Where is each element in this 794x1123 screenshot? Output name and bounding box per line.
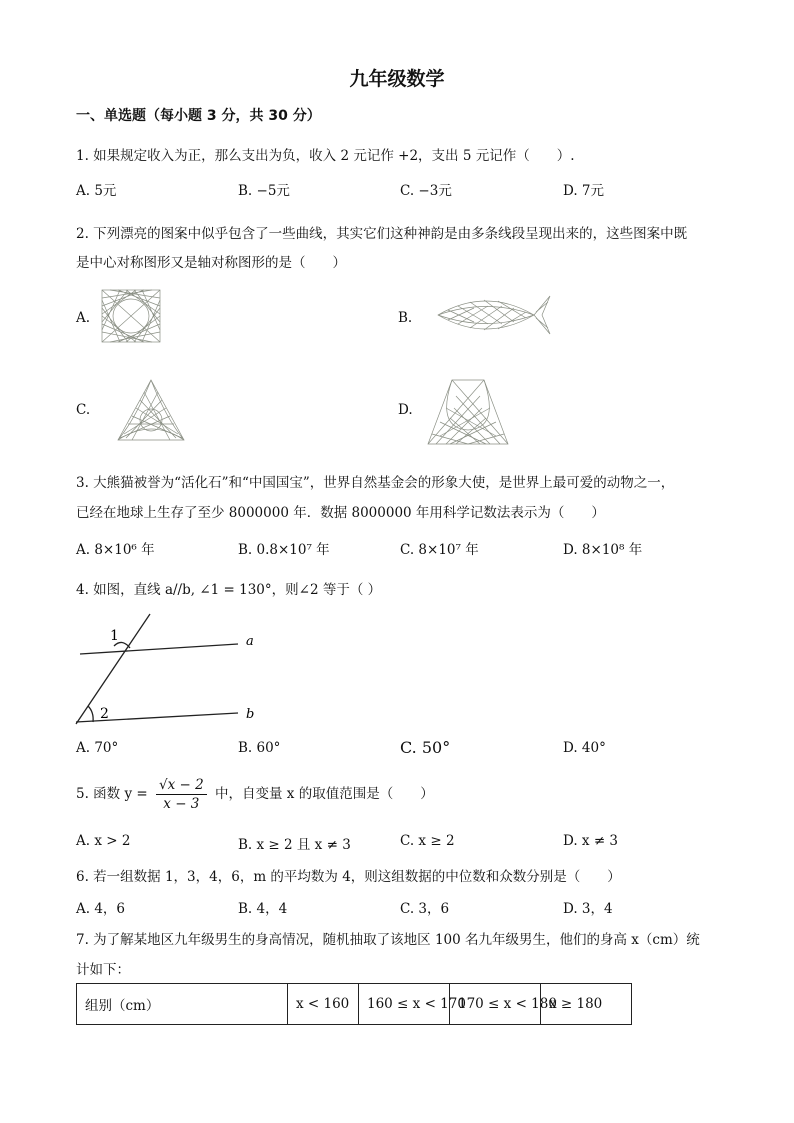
question-7-stem-line2: 计如下： <box>76 962 130 978</box>
question-2-stem-line1: 2. 下列漂亮的图案中似乎包含了一些曲线，其实它们这种神韵是由多条线段呈现出来的，这些图案中既 <box>76 226 688 242</box>
q5-option-d[interactable]: D. x ≠ 3 <box>563 833 619 849</box>
question-5-stem <box>76 776 434 813</box>
q4-option-a[interactable]: A. 70° <box>76 740 119 756</box>
line-a-label: a <box>246 634 254 649</box>
q1-option-d[interactable]: D. 7元 <box>563 183 605 199</box>
q6-option-c[interactable]: C. 3，6 <box>400 901 450 917</box>
question-3-stem-line2: 已经在地球上生存了至少 8000000 年．数据 8000000 年用科学记数法表示为（ ） <box>76 505 605 521</box>
table-header-cell: 170 ≤ x < 180 <box>450 984 541 1025</box>
q2-figure-c-triangle-pattern <box>116 378 186 442</box>
question-6-stem: 6. 若一组数据 1，3，4，6，m 的平均数为 4，则这组数据的中位数和众数分别是（ ） <box>76 869 621 885</box>
q5-option-a[interactable]: A. x > 2 <box>76 833 131 849</box>
q5-numerator: √x − 2 <box>156 776 207 795</box>
q4-option-c[interactable]: C. 50° <box>400 738 451 757</box>
q4-parallel-lines-figure <box>70 612 270 728</box>
q1-option-c[interactable]: C. −3元 <box>400 183 452 199</box>
question-1-stem: 1. 如果规定收入为正，那么支出为负，收入 2 元记作 +2，支出 5 元记作（ ）. <box>76 148 575 164</box>
q1-option-b[interactable]: B. −5元 <box>238 183 290 199</box>
q5-fraction <box>156 776 207 813</box>
q6-option-d[interactable]: D. 3，4 <box>563 901 613 917</box>
q6-option-b[interactable]: B. 4，4 <box>238 901 288 917</box>
q5-suffix: 中，自变量 x 的取值范围是（ ） <box>215 786 434 802</box>
q3-option-b[interactable]: B. 0.8×10⁷ 年 <box>238 542 330 558</box>
q4-option-b[interactable]: B. 60° <box>238 740 281 756</box>
q4-option-d[interactable]: D. 40° <box>563 740 606 756</box>
height-group-table <box>76 983 632 1025</box>
table-header-cell: x ≥ 180 <box>541 984 632 1025</box>
table-header-cell: 160 ≤ x < 170 <box>359 984 450 1025</box>
angle-2-arc <box>88 706 93 722</box>
line-a <box>80 644 238 654</box>
table-header-cell: x < 160 <box>288 984 359 1025</box>
q5-denominator: x − 3 <box>163 796 200 812</box>
q5-prefix: 5. 函数 y = <box>76 786 148 802</box>
q6-option-a[interactable]: A. 4，6 <box>76 901 126 917</box>
question-4-stem: 4. 如图，直线 a//b, ∠1 = 130°，则∠2 等于（ ） <box>76 582 382 598</box>
section-heading: 一、单选题（每小题 3 分，共 30 分） <box>76 108 321 124</box>
q2-option-b-label[interactable]: B. <box>398 310 413 326</box>
q3-option-a[interactable]: A. 8×10⁶ 年 <box>76 542 155 558</box>
question-7-stem-line1: 7. 为了解某地区九年级男生的身高情况，随机抽取了该地区 100 名九年级男生，他们的身高 x（cm）统 <box>76 932 700 948</box>
line-b-label: b <box>246 707 255 722</box>
page-title: 九年级数学 <box>349 68 445 90</box>
q3-option-d[interactable]: D. 8×10⁸ 年 <box>563 542 643 558</box>
question-2-stem-line2: 是中心对称图形又是轴对称图形的是（ ） <box>76 255 346 271</box>
q2-figure-d-trapezoid-pattern <box>426 378 510 448</box>
table-row <box>77 984 632 1025</box>
q2-option-c-label[interactable]: C. <box>76 402 91 418</box>
question-3-stem-line1: 3. 大熊猫被誉为“活化石”和“中国国宝”，世界自然基金会的形象大使，是世界上最可爱的动物之一， <box>76 475 675 491</box>
q3-option-c[interactable]: C. 8×10⁷ 年 <box>400 542 479 558</box>
table-header-group: 组别（cm） <box>77 984 288 1025</box>
q2-option-a-label[interactable]: A. <box>76 310 91 326</box>
q2-figure-b-fish-pattern <box>434 290 554 340</box>
q2-figure-a-square-pattern <box>100 288 162 344</box>
angle-2-label: 2 <box>100 706 109 722</box>
q5-option-c[interactable]: C. x ≥ 2 <box>400 833 455 849</box>
q5-option-b[interactable]: B. x ≥ 2 且 x ≠ 3 <box>238 837 351 853</box>
angle-1-label: 1 <box>110 628 119 644</box>
q1-option-a[interactable]: A. 5元 <box>76 183 117 199</box>
q2-option-d-label[interactable]: D. <box>398 402 413 418</box>
